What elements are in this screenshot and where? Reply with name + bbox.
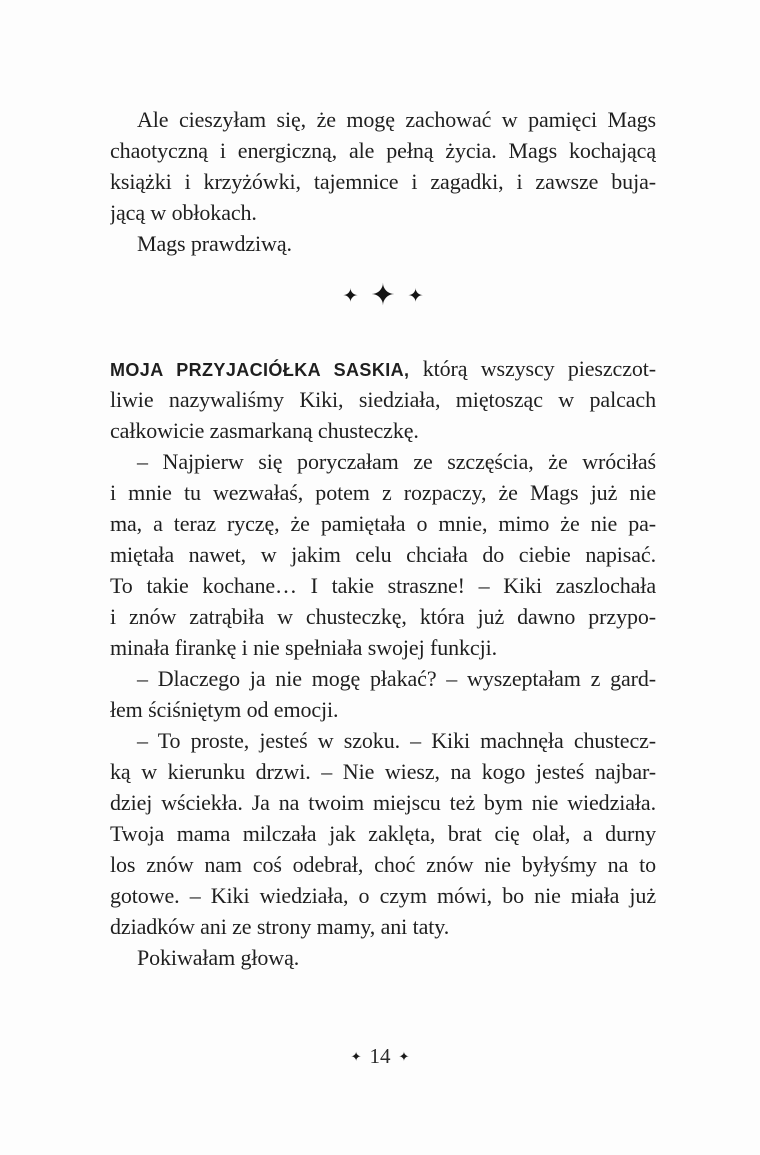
text-line: jącą w obłokach. bbox=[110, 200, 257, 225]
text-line: – To proste, jesteś w szoku. – Kiki machnęła chustecz- bbox=[137, 728, 656, 753]
star-icon: ✦ bbox=[407, 285, 424, 307]
text-line: i znów zatrąbiła w chusteczkę, która już dawno przypo- bbox=[110, 604, 656, 629]
page-number: 14 bbox=[369, 1044, 391, 1068]
text-line: To takie kochane… I takie straszne! – Kiki zaszlochała bbox=[110, 573, 656, 598]
text-line: – Dlaczego ja nie mogę płakać? – wyszeptałam z gard- bbox=[137, 666, 656, 691]
paragraph-dialogue bbox=[110, 663, 656, 725]
text-line: Mags prawdziwą. bbox=[137, 231, 292, 256]
section-lead-text: MOJA PRZYJACIÓŁKA SASKIA, bbox=[110, 360, 410, 380]
text-segment: którą wszyscy pieszczot- bbox=[409, 356, 656, 381]
text-line: chaotyczną i energiczną, ale pełną życia. Mags kochającą bbox=[110, 138, 656, 163]
section-break-ornament bbox=[110, 275, 656, 317]
text-line: ką w kierunku drzwi. – Nie wiesz, na kogo jesteś najbar- bbox=[110, 759, 656, 784]
text-line: Ale cieszyłam się, że mogę zachować w pamięci Mags bbox=[137, 107, 656, 132]
text-line: gotowe. – Kiki wiedziała, o czym mówi, bo nie miała już bbox=[110, 883, 656, 908]
text-block bbox=[110, 104, 656, 973]
text-line: dziadków ani ze strony mamy, ani taty. bbox=[110, 914, 450, 939]
paragraph bbox=[110, 104, 656, 228]
text-line: i mnie tu wezwałaś, potem z rozpaczy, że Mags już nie bbox=[110, 480, 656, 505]
text-line: ma, a teraz ryczę, że pamiętała o mnie, mimo że nie pa- bbox=[110, 511, 656, 536]
text-line: los znów nam coś odebrał, choć znów nie byłyśmy na to bbox=[110, 852, 656, 877]
star-icon: ✦ bbox=[342, 285, 359, 307]
text-line: miętała nawet, w jakim celu chciała do ciebie napisać. bbox=[110, 542, 656, 567]
paragraph-dialogue bbox=[110, 725, 656, 942]
text-line: łem ściśniętym od emocji. bbox=[110, 697, 339, 722]
paragraph-section-start bbox=[110, 353, 656, 446]
star-icon: ✦ bbox=[350, 1049, 362, 1064]
text-line: – Najpierw się poryczałam ze szczęścia, że wróciłaś bbox=[137, 449, 656, 474]
text-line: liwie nazywaliśmy Kiki, siedziała, miętosząc w palcach bbox=[110, 387, 656, 412]
star-icon: ✦ bbox=[370, 279, 396, 312]
paragraph bbox=[110, 942, 656, 973]
text-line: Twoja mama milczała jak zaklęta, brat cię olał, a durny bbox=[110, 821, 656, 846]
text-line bbox=[110, 353, 656, 384]
text-line: książki i krzyżówki, tajemnice i zagadki, i zawsze buja- bbox=[110, 169, 656, 194]
page-footer bbox=[0, 1046, 760, 1067]
text-line: całkowicie zasmarkaną chusteczkę. bbox=[110, 418, 419, 443]
paragraph-dialogue bbox=[110, 446, 656, 663]
paragraph bbox=[110, 228, 656, 259]
star-icon: ✦ bbox=[398, 1049, 410, 1064]
text-line: Pokiwałam głową. bbox=[137, 945, 300, 970]
text-line: dziej wściekła. Ja na twoim miejscu też bym nie wiedziała. bbox=[110, 790, 656, 815]
text-line: minała firankę i nie spełniała swojej funkcji. bbox=[110, 635, 497, 660]
